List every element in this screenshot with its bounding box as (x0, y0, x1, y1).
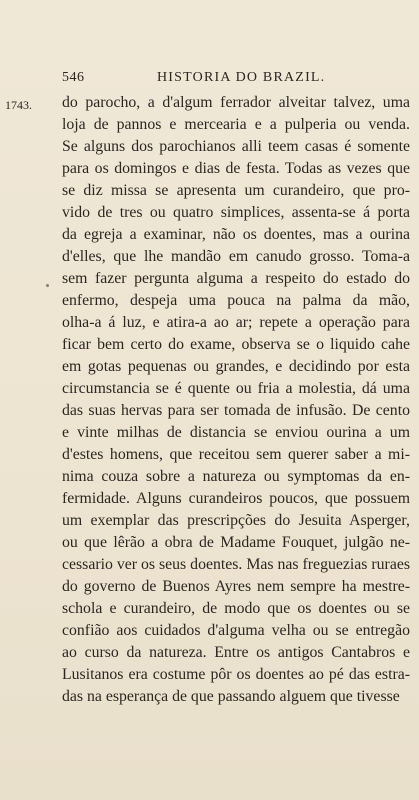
text-line-8: d'elles, que lhe mandão em canudo grosso. Toma-a (62, 248, 410, 265)
text-line-9: sem fazer pergunta alguma a respeito do estado do (62, 270, 410, 287)
text-line-20: um exemplar das prescripções do Jesuita Asperger, (62, 512, 410, 529)
text-line-22: cessario ver os seus doentes. Mas nas freguezias ruraes (62, 556, 410, 573)
text-line-28: das na esperança de que passando alguem que tivesse (62, 688, 400, 705)
text-line-15: das suas hervas para ser tomada de infusão. De cento (62, 402, 410, 419)
text-line-2: loja de pannos e mercearia e a pulperia ou venda. (62, 116, 410, 133)
text-line-17: d'estes homens, que receitou sem querer saber a mi- (62, 446, 410, 463)
text-line-12: ficar bem certo do exame, observa se o liquido cahe (62, 336, 410, 353)
text-line-21: ou que lêrão a obra de Madame Fouquet, julgão ne- (62, 534, 410, 551)
ink-speck (46, 284, 49, 287)
text-line-24: schola e curandeiro, de modo que os doentes ou se (62, 600, 410, 617)
text-line-6: vido de tres ou quatro simplices, assenta-se á porta (62, 204, 410, 221)
text-line-4: para os domingos e dias de festa. Todas as vezes que (62, 160, 410, 177)
text-line-18: nima couza sobre a natureza ou symptomas da en- (62, 468, 410, 485)
text-line-19: fermidade. Alguns curandeiros poucos, que possuem (62, 490, 410, 507)
text-line-13: em gotas pequenas ou grandes, e decidindo por esta (62, 358, 410, 375)
text-line-16: e vinte milhas de distancia se enviou ourina a um (62, 424, 410, 441)
text-line-5: se diz missa se apresenta um curandeiro, que pro- (62, 182, 410, 199)
running-title: HISTORIA DO BRAZIL. (157, 70, 326, 85)
page-number: 546 (62, 70, 85, 85)
text-line-27: Lusitanos era costume pôr os doentes ao pé das estra- (62, 666, 410, 683)
text-line-7: da egreja a examinar, não os doentes, mas a ourina (62, 226, 410, 243)
text-line-25: confião aos cuidados d'alguma velha ou se entregão (62, 622, 410, 639)
text-line-26: ao curso da natureza. Entre os antigos Cantabros e (62, 644, 410, 661)
page-header (62, 70, 410, 88)
text-line-10: enfermo, despeja uma pouca na palma da mão, (62, 292, 410, 309)
text-line-3: Se alguns dos parochianos alli teem casas é somente (62, 138, 410, 155)
margin-year: 1743. (5, 98, 32, 112)
body-text (62, 92, 410, 708)
text-line-1: do parocho, a d'algum ferrador alveitar talvez, uma (62, 94, 410, 111)
text-line-11: olha-a á luz, e atira-a ao ar; repete a operação para (62, 314, 410, 331)
text-line-23: do governo de Buenos Ayres nem sempre ha mestre- (62, 578, 410, 595)
text-line-14: circumstancia se é quente ou fria a molestia, dá uma (62, 380, 410, 397)
